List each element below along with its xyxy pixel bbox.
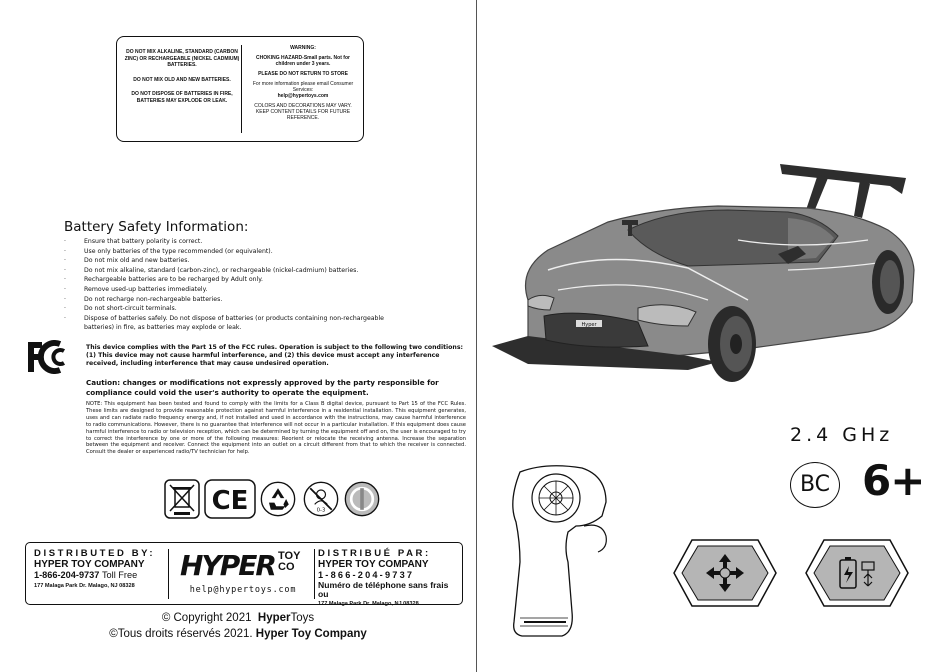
battery-safety-list bbox=[64, 237, 394, 333]
frequency-label: 2.4 GHz bbox=[790, 424, 894, 446]
copyright-fr bbox=[0, 627, 476, 641]
age-warning-icon bbox=[303, 479, 339, 519]
ce-mark-icon bbox=[204, 479, 256, 519]
green-dot-icon bbox=[344, 479, 380, 519]
fcc-caution: Caution: changes or modifications not expressly approved by the party responsible for compliance could void the user's authority to operate the equipment. bbox=[86, 378, 439, 397]
list-item: · Use only batteries of the type recommended (or equivalent). bbox=[64, 247, 394, 257]
distributor-french bbox=[318, 548, 460, 609]
copyright-brand-bold: Hyper bbox=[257, 612, 291, 624]
fcc-note: NOTE: This equipment has been tested and found to comply with the limits for a Class B digital device, pursuant to Part 15 of the FCC Rules. These limits are designed to provide reasonable protection against harmful interference in a residential installation. This equipment generates, uses and can radiate radio frequency energy and, if not installed and used in accordance with the instructions, may cause harmful interference to radio communications. However, there is no guarantee that interference will not occur in a particular installation. If this equipment does cause harmful interference to radio or television reception, which can be determined by turning the equipment off and on, the user is encouraged to try to correct the interference by one or more of the following measures: Reorient or relocate the receiving antenna. Increase the separation between the equipment and receiver. Connect the equipment into an outlet on a circuit different from that to which the receiver is connected. Consult the dealer or experienced radio/TV technician for help. bbox=[86, 401, 466, 456]
company-name-fr: HYPER TOY COMPANY bbox=[318, 559, 429, 570]
distributor-box bbox=[25, 542, 463, 605]
fcc-logo-icon bbox=[26, 340, 76, 374]
multi-direction-badge-icon bbox=[672, 538, 778, 608]
list-item: · Do not mix old and new batteries. bbox=[64, 256, 394, 266]
distributor-english bbox=[34, 548, 166, 591]
choking-hazard: CHOKING HAZARD-Small parts. Not for children under 3 years. bbox=[256, 55, 350, 67]
battery-safety-title: Battery Safety Information: bbox=[64, 219, 249, 235]
toll-free-fr: Numéro de téléphone sans frais ou bbox=[318, 580, 449, 599]
warning-separator bbox=[241, 45, 242, 133]
distributor-separator bbox=[314, 549, 315, 599]
copyright-fr-company: Hyper Toy Company bbox=[255, 628, 367, 640]
compliance-icons bbox=[164, 479, 383, 521]
warning-left-column bbox=[123, 49, 241, 112]
list-item: · Dispose of batteries safely. Do not dispose of batteries (or products containing non-rechargeable batteries) in fire, as batteries may explode or leak. bbox=[64, 314, 394, 333]
phone-line bbox=[34, 570, 166, 581]
distribue-par-heading: DISTRIBUÉ PAR: bbox=[318, 548, 431, 559]
logo-sub-co: CO bbox=[278, 561, 295, 573]
bc-badge: BC bbox=[790, 462, 840, 508]
copyright-prefix: © Copyright 2021 bbox=[161, 612, 252, 624]
company-name: HYPER TOY COMPANY bbox=[34, 559, 145, 570]
toll-free-label: Toll Free bbox=[101, 570, 138, 580]
warning-mix-types: DO NOT MIX ALKALINE, STANDARD (CARBON ZINC) OR RECHARGEABLE (NICKEL CADMIUM) BATTERIES. bbox=[124, 49, 240, 68]
usb-charging-badge-icon bbox=[804, 538, 910, 608]
logo-sub-toy: TOY bbox=[278, 550, 301, 562]
recycle-icon bbox=[260, 479, 296, 519]
list-item: · Rechargeable batteries are to be recharged by Adult only. bbox=[64, 275, 394, 285]
rc-car-illustration bbox=[488, 150, 938, 390]
remote-controller-illustration bbox=[506, 462, 618, 642]
phone-number: 1-866-204-9737 bbox=[34, 570, 100, 580]
info-email: help@hypertoys.com bbox=[277, 93, 329, 99]
colors-note: COLORS AND DECORATIONS MAY VARY. KEEP CONTENT DETAILS FOR FUTURE REFERENCE. bbox=[254, 103, 352, 121]
copyright-brand-rest: Toys bbox=[290, 612, 315, 624]
logo-main-text: HYPER bbox=[180, 549, 275, 582]
address: 177 Malaga Park Dr. Malago, NJ 08328 bbox=[34, 583, 135, 589]
list-item: · Do not short-circuit terminals. bbox=[64, 304, 394, 314]
copyright-fr-prefix: ©Tous droits réservés 2021. bbox=[109, 628, 253, 640]
fcc-statement: This device complies with the Part 15 of the FCC rules. Operation is subject to the following two conditions: (1) This device may not cause harmful interference, and (2) this device must accept any interference received, including interference that may cause undesired operation. bbox=[86, 344, 463, 367]
car-plate-text: Hyper bbox=[581, 322, 597, 328]
weee-bin-icon bbox=[164, 479, 200, 519]
age-warning-label: 0-3 bbox=[316, 507, 326, 514]
info-line: For more information please email Consumer Services: bbox=[252, 81, 354, 93]
warning-title: WARNING: bbox=[290, 45, 316, 51]
address-fr: 177 Malaga Park Dr. Malago, NJ 08328 bbox=[318, 601, 419, 607]
list-item: · Do not recharge non-rechargeable batteries. bbox=[64, 295, 394, 305]
distributed-by-heading: DISTRIBUTED BY: bbox=[34, 548, 156, 559]
copyright-en bbox=[0, 611, 476, 625]
do-not-return: PLEASE DO NOT RETURN TO STORE bbox=[258, 71, 348, 77]
warning-box bbox=[116, 36, 364, 142]
warning-fire: DO NOT DISPOSE OF BATTERIES IN FIRE, BATTERIES MAY EXPLODE OR LEAK. bbox=[131, 91, 233, 104]
list-item: · Ensure that battery polarity is correct. bbox=[64, 237, 394, 247]
warning-right-column bbox=[247, 45, 359, 125]
list-item: · Do not mix alkaline, standard (carbon-zinc), or rechargeable (nickel-cadmium) batteries. bbox=[64, 266, 394, 276]
phone-number-fr: 1-866-204-9737 bbox=[318, 570, 415, 580]
distributor-separator bbox=[168, 549, 169, 599]
page-divider bbox=[476, 0, 477, 672]
hyper-toy-logo bbox=[172, 549, 314, 599]
warning-mix-old-new: DO NOT MIX OLD AND NEW BATTERIES. bbox=[133, 76, 231, 83]
ce-mark-text: CE bbox=[211, 486, 249, 516]
age-rating: 6+ bbox=[862, 456, 925, 505]
list-item: · Remove used-up batteries immediately. bbox=[64, 285, 394, 295]
help-email: help@hypertoys.com bbox=[189, 585, 297, 595]
